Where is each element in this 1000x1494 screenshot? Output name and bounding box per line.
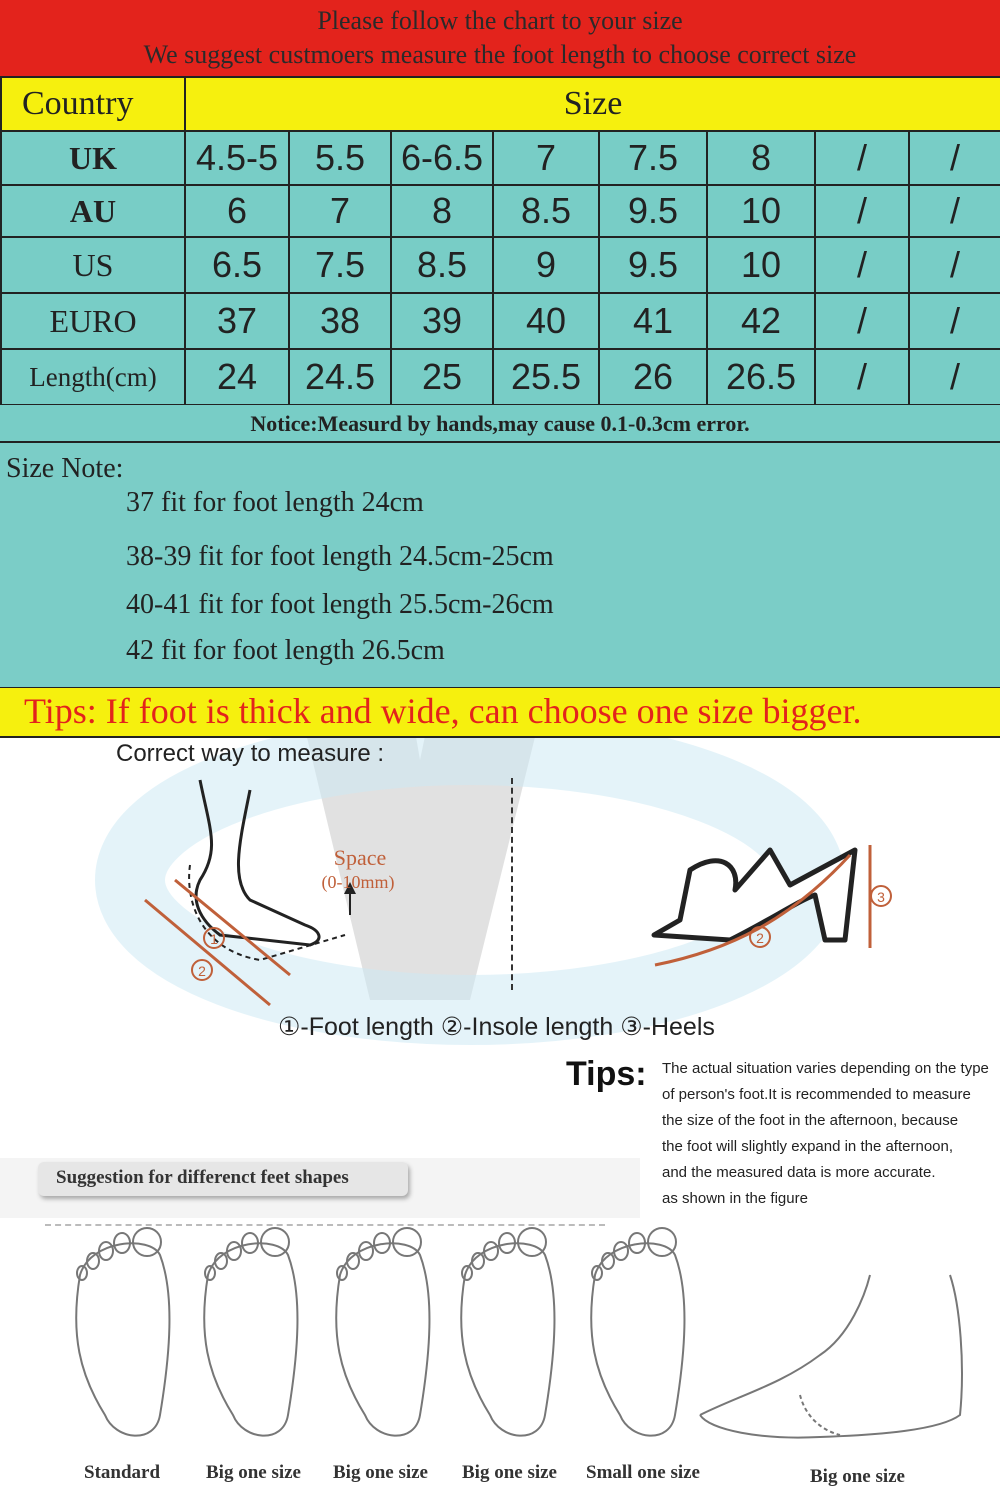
table-cell: 26 <box>599 349 707 405</box>
table-header-row <box>1 77 1000 131</box>
table-cell: 25.5 <box>493 349 599 405</box>
size-note-panel <box>0 443 1000 689</box>
feet-shapes-title <box>38 1162 408 1196</box>
table-row-euro <box>1 293 1000 349</box>
table-cell: / <box>909 185 1000 237</box>
table-cell: 7.5 <box>599 131 707 185</box>
foot-label: Big one size <box>333 1462 428 1483</box>
table-cell: 24.5 <box>289 349 391 405</box>
table-cell: 8 <box>391 185 493 237</box>
size-note-title: Size Note: <box>6 453 124 484</box>
size-note-line: 40-41 fit for foot length 25.5cm-26cm <box>126 589 554 620</box>
table-cell: 6 <box>185 185 289 237</box>
table-cell: / <box>815 131 909 185</box>
table-cell: / <box>909 349 1000 405</box>
table-cell: 26.5 <box>707 349 815 405</box>
table-cell: 4.5-5 <box>185 131 289 185</box>
table-row-us <box>1 237 1000 293</box>
table-cell: 37 <box>185 293 289 349</box>
measure-title: Correct way to measure : <box>116 740 385 767</box>
foot-label-standard: Standard <box>84 1462 161 1483</box>
table-cell: 40 <box>493 293 599 349</box>
table-cell: / <box>815 349 909 405</box>
tips-banner <box>0 688 1000 738</box>
foot-label-small: Small one size <box>586 1462 700 1483</box>
table-cell: 10 <box>707 237 815 293</box>
table-cell: 9.5 <box>599 237 707 293</box>
table-cell: / <box>815 237 909 293</box>
divider-line <box>511 778 513 990</box>
marker-1: 1 <box>210 931 218 947</box>
table-cell: 9 <box>493 237 599 293</box>
notice-text: Notice:Measurd by hands,may cause 0.1-0.3cm error. <box>0 405 1000 443</box>
space-label: Space <box>333 845 387 870</box>
foot-label: Big one size <box>462 1462 557 1483</box>
foot-label: Big one size <box>810 1466 905 1487</box>
table-cell: 6.5 <box>185 237 289 293</box>
size-header: Size <box>185 77 1000 131</box>
row-label: Length(cm) <box>1 349 185 405</box>
table-cell: / <box>815 293 909 349</box>
table-row-uk <box>1 131 1000 185</box>
table-cell: 39 <box>391 293 493 349</box>
row-label: AU <box>1 185 185 237</box>
size-note-line: 38-39 fit for foot length 24.5cm-25cm <box>126 541 554 572</box>
header-banner <box>0 0 1000 78</box>
table-cell: 5.5 <box>289 131 391 185</box>
foot-measure-illustration <box>130 770 430 1010</box>
size-chart-table <box>0 76 1000 406</box>
feet-shapes-title-text: Suggestion for differenct feet shapes <box>56 1167 349 1188</box>
tip-line: as shown in the figure <box>662 1190 808 1207</box>
table-cell: 7.5 <box>289 237 391 293</box>
table-cell: / <box>909 237 1000 293</box>
table-cell: 25 <box>391 349 493 405</box>
row-label: UK <box>1 131 185 185</box>
country-header: Country <box>1 77 185 131</box>
marker-2: 2 <box>198 963 206 979</box>
table-cell: 7 <box>289 185 391 237</box>
table-cell: / <box>815 185 909 237</box>
table-cell: 8 <box>707 131 815 185</box>
row-label: EURO <box>1 293 185 349</box>
size-note-line: 37 fit for foot length 24cm <box>126 487 424 518</box>
table-cell: / <box>909 293 1000 349</box>
tip-line: the size of the foot in the afternoon, because <box>662 1112 959 1129</box>
tip-line: The actual situation varies depending on the type <box>662 1060 989 1077</box>
table-cell: 6-6.5 <box>391 131 493 185</box>
marker-3: 3 <box>877 889 885 905</box>
table-cell: 7 <box>493 131 599 185</box>
table-cell: 8.5 <box>391 237 493 293</box>
foot-label: Big one size <box>206 1462 301 1483</box>
tip-line: the foot will slightly expand in the afternoon, <box>662 1138 954 1155</box>
tip-line: of person's foot.It is recommended to measure <box>662 1086 971 1103</box>
row-label: US <box>1 237 185 293</box>
table-cell: / <box>909 131 1000 185</box>
header-line-1: Please follow the chart to your size <box>317 6 683 35</box>
table-cell: 42 <box>707 293 815 349</box>
foot-shapes-illustration <box>60 1215 970 1460</box>
heel-measure-illustration <box>640 830 900 980</box>
table-cell: 41 <box>599 293 707 349</box>
table-cell: 8.5 <box>493 185 599 237</box>
measure-legend: ①-Foot length ②-Insole length ③-Heels <box>278 1013 715 1041</box>
table-cell: 24 <box>185 349 289 405</box>
table-cell: 38 <box>289 293 391 349</box>
table-cell: 9.5 <box>599 185 707 237</box>
header-line-2: We suggest custmoers measure the foot length to choose correct size <box>143 40 857 69</box>
table-row-au <box>1 185 1000 237</box>
marker-2-heel: 2 <box>756 930 764 946</box>
tips-banner-text: Tips: If foot is thick and wide, can choose one size bigger. <box>24 691 862 731</box>
tip-line: and the measured data is more accurate. <box>662 1164 936 1181</box>
space-range: (0-10mm) <box>321 872 395 892</box>
table-row-length <box>1 349 1000 405</box>
table-cell: 10 <box>707 185 815 237</box>
size-note-line: 42 fit for foot length 26.5cm <box>126 635 445 666</box>
tips-label: Tips: <box>566 1055 647 1093</box>
